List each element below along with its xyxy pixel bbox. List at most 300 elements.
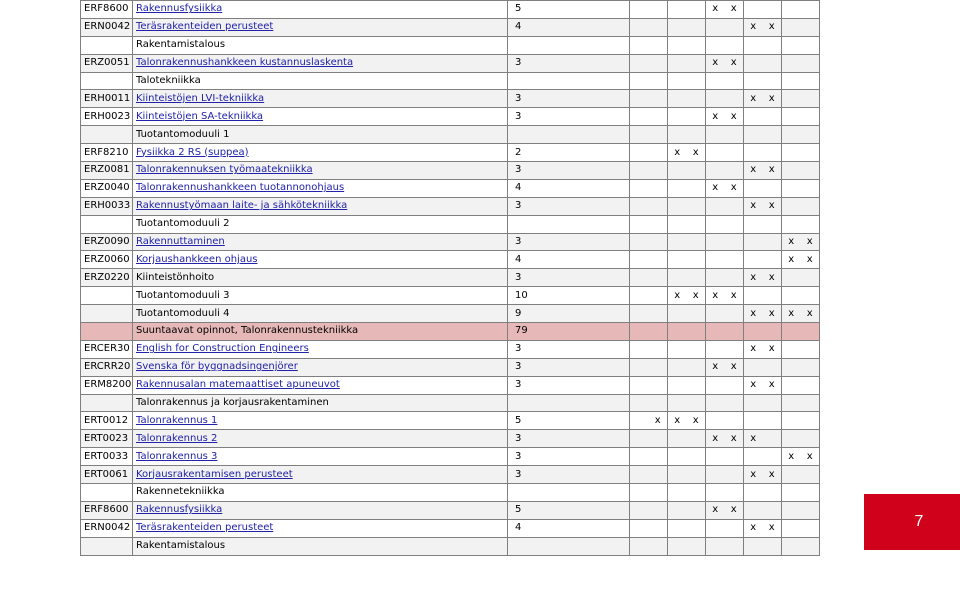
course-link[interactable]: Korjausrakentamisen perusteet <box>136 468 293 480</box>
schedule-cell <box>630 1 668 19</box>
course-credits: 3 <box>508 197 630 215</box>
schedule-mark: x <box>750 200 757 212</box>
schedule-cell <box>782 519 820 537</box>
schedule-cell <box>706 197 744 215</box>
schedule-cell <box>782 108 820 126</box>
schedule-cell <box>668 36 706 54</box>
schedule-mark: x <box>750 379 757 391</box>
schedule-cell <box>706 90 744 108</box>
schedule-cell <box>668 251 706 269</box>
schedule-cell <box>630 54 668 72</box>
schedule-mark: x <box>768 200 775 212</box>
schedule-cell <box>706 126 744 144</box>
schedule-cell <box>706 144 744 162</box>
schedule-mark: x <box>768 92 775 104</box>
course-table <box>80 0 820 556</box>
schedule-cell <box>668 90 706 108</box>
table-row <box>81 305 820 323</box>
course-name-cell[interactable] <box>133 162 508 180</box>
schedule-mark: x <box>730 110 737 122</box>
course-name-cell[interactable] <box>133 233 508 251</box>
schedule-mark: x <box>712 110 719 122</box>
course-link[interactable]: Kiinteistöjen LVI-tekniikka <box>136 92 265 104</box>
course-credits: 5 <box>508 501 630 519</box>
schedule-cell <box>630 90 668 108</box>
schedule-mark: x <box>750 92 757 104</box>
schedule-cell <box>706 179 744 197</box>
course-credits <box>508 537 630 555</box>
table-row <box>81 215 820 233</box>
schedule-cell <box>668 340 706 358</box>
course-credits: 3 <box>508 108 630 126</box>
table-row <box>81 519 820 537</box>
section-heading: Rakentamistalous <box>133 537 508 555</box>
course-link[interactable]: Rakennusfysiikka <box>136 504 223 516</box>
course-credits: 4 <box>508 179 630 197</box>
course-credits <box>508 484 630 502</box>
course-name-cell[interactable] <box>133 18 508 36</box>
table-row <box>81 287 820 305</box>
schedule-cell <box>630 323 668 341</box>
schedule-cell <box>668 501 706 519</box>
course-link[interactable]: Teräsrakenteiden perusteet <box>136 21 274 33</box>
schedule-mark: x <box>750 468 757 480</box>
schedule-cell <box>706 323 744 341</box>
schedule-cell <box>782 233 820 251</box>
course-name-cell[interactable] <box>133 108 508 126</box>
section-heading: Rakentamistalous <box>133 36 508 54</box>
schedule-cell <box>668 305 706 323</box>
schedule-cell <box>706 448 744 466</box>
course-name-cell[interactable] <box>133 430 508 448</box>
schedule-mark: x <box>674 414 681 426</box>
course-credits: 3 <box>508 358 630 376</box>
course-credits: 3 <box>508 340 630 358</box>
schedule-cell <box>744 162 782 180</box>
course-credits: 4 <box>508 519 630 537</box>
course-name-cell[interactable] <box>133 1 508 19</box>
schedule-cell <box>668 448 706 466</box>
schedule-cell <box>782 466 820 484</box>
schedule-cell <box>782 323 820 341</box>
schedule-mark: x <box>750 271 757 283</box>
course-name-cell[interactable] <box>133 358 508 376</box>
schedule-mark: x <box>806 253 813 265</box>
section-heading: Talotekniikka <box>133 72 508 90</box>
schedule-cell <box>706 305 744 323</box>
course-code: ERZ0220 <box>81 269 133 287</box>
schedule-mark: x <box>712 361 719 373</box>
table-row <box>81 430 820 448</box>
schedule-cell <box>782 197 820 215</box>
schedule-mark: x <box>730 504 737 516</box>
schedule-mark: x <box>788 253 795 265</box>
course-code <box>81 305 133 323</box>
schedule-cell <box>744 376 782 394</box>
schedule-cell <box>744 108 782 126</box>
schedule-cell <box>782 251 820 269</box>
schedule-cell <box>668 54 706 72</box>
course-code: ERF8600 <box>81 501 133 519</box>
course-credits: 3 <box>508 430 630 448</box>
section-heading: Tuotantomoduuli 3 <box>133 287 508 305</box>
schedule-cell <box>744 430 782 448</box>
table-row <box>81 144 820 162</box>
schedule-mark: x <box>768 522 775 534</box>
schedule-cell <box>744 537 782 555</box>
schedule-cell <box>744 501 782 519</box>
schedule-cell <box>668 18 706 36</box>
schedule-cell <box>744 448 782 466</box>
schedule-cell <box>744 323 782 341</box>
course-code: ERZ0051 <box>81 54 133 72</box>
schedule-cell <box>744 144 782 162</box>
course-name-cell[interactable] <box>133 54 508 72</box>
course-credits: 9 <box>508 305 630 323</box>
schedule-mark: x <box>692 146 699 158</box>
course-code: ERH0023 <box>81 108 133 126</box>
schedule-cell <box>782 36 820 54</box>
course-code: ERT0023 <box>81 430 133 448</box>
schedule-cell <box>630 340 668 358</box>
schedule-cell <box>630 108 668 126</box>
schedule-cell <box>706 340 744 358</box>
course-link[interactable]: Talonrakennushankkeen kustannuslaskenta <box>136 57 354 69</box>
schedule-mark: x <box>750 21 757 33</box>
schedule-cell <box>668 162 706 180</box>
schedule-cell <box>706 376 744 394</box>
schedule-cell <box>706 394 744 412</box>
schedule-cell <box>630 179 668 197</box>
course-name-cell[interactable] <box>133 519 508 537</box>
schedule-cell <box>744 18 782 36</box>
course-link[interactable]: Talonrakennuksen työmaatekniikka <box>136 164 313 176</box>
course-code: ERZ0081 <box>81 162 133 180</box>
schedule-cell <box>706 162 744 180</box>
schedule-cell <box>744 233 782 251</box>
course-code <box>81 323 133 341</box>
schedule-cell <box>668 233 706 251</box>
course-credits: 3 <box>508 269 630 287</box>
schedule-cell <box>744 215 782 233</box>
schedule-cell <box>630 215 668 233</box>
schedule-cell <box>668 323 706 341</box>
schedule-cell <box>706 36 744 54</box>
schedule-cell <box>630 144 668 162</box>
schedule-mark: x <box>768 21 775 33</box>
table-row <box>81 466 820 484</box>
course-code: ERN0042 <box>81 519 133 537</box>
course-name-cell[interactable] <box>133 412 508 430</box>
course-link[interactable]: Talonrakennus 2 <box>136 432 218 444</box>
schedule-cell <box>706 430 744 448</box>
schedule-cell <box>706 484 744 502</box>
schedule-cell <box>744 179 782 197</box>
course-link[interactable]: Korjaushankkeen ohjaus <box>136 253 258 265</box>
course-code <box>81 537 133 555</box>
schedule-mark: x <box>806 450 813 462</box>
schedule-cell <box>630 466 668 484</box>
schedule-cell <box>668 376 706 394</box>
course-name-cell[interactable] <box>133 144 508 162</box>
schedule-cell <box>744 412 782 430</box>
course-code: ERF8210 <box>81 144 133 162</box>
schedule-cell <box>782 305 820 323</box>
table-row <box>81 126 820 144</box>
schedule-cell <box>668 484 706 502</box>
course-credits <box>508 72 630 90</box>
schedule-cell <box>668 466 706 484</box>
table-row <box>81 484 820 502</box>
schedule-cell <box>782 54 820 72</box>
schedule-cell <box>782 215 820 233</box>
course-link[interactable]: Talonrakennushankkeen tuotannonohjaus <box>136 182 345 194</box>
course-code: ERT0033 <box>81 448 133 466</box>
schedule-mark: x <box>768 307 775 319</box>
schedule-cell <box>782 126 820 144</box>
table-row <box>81 323 820 341</box>
course-code: ERT0061 <box>81 466 133 484</box>
schedule-mark: x <box>768 468 775 480</box>
course-link[interactable]: Fysiikka 2 RS (suppea) <box>136 146 249 158</box>
schedule-cell <box>668 1 706 19</box>
course-code: ERZ0090 <box>81 233 133 251</box>
course-name-cell[interactable] <box>133 376 508 394</box>
schedule-cell <box>744 269 782 287</box>
table-row <box>81 162 820 180</box>
schedule-cell <box>668 430 706 448</box>
schedule-cell <box>706 251 744 269</box>
schedule-mark: x <box>750 522 757 534</box>
schedule-cell <box>782 269 820 287</box>
schedule-cell <box>668 537 706 555</box>
schedule-cell <box>630 233 668 251</box>
schedule-mark: x <box>730 289 737 301</box>
schedule-mark: x <box>674 146 681 158</box>
schedule-cell <box>630 484 668 502</box>
schedule-cell <box>630 519 668 537</box>
course-code: ERN0042 <box>81 18 133 36</box>
course-credits: 79 <box>508 323 630 341</box>
section-heading: Tuotantomoduuli 2 <box>133 215 508 233</box>
schedule-cell <box>744 1 782 19</box>
schedule-cell <box>782 448 820 466</box>
course-name-cell[interactable] <box>133 197 508 215</box>
schedule-cell <box>782 430 820 448</box>
schedule-cell <box>630 287 668 305</box>
course-credits: 3 <box>508 448 630 466</box>
course-credits: 3 <box>508 233 630 251</box>
course-credits: 3 <box>508 376 630 394</box>
course-link[interactable]: Svenska för byggnadsingenjörer <box>136 361 298 373</box>
course-link[interactable]: Rakennusfysiikka <box>136 3 223 15</box>
table-row <box>81 340 820 358</box>
schedule-mark: x <box>730 432 737 444</box>
section-heading: Tuotantomoduuli 4 <box>133 305 508 323</box>
course-credits <box>508 394 630 412</box>
schedule-cell <box>744 394 782 412</box>
schedule-cell <box>668 358 706 376</box>
table-row <box>81 376 820 394</box>
section-heading: Talonrakennus ja korjausrakentaminen <box>133 394 508 412</box>
course-code: ERF8600 <box>81 1 133 19</box>
schedule-mark: x <box>768 271 775 283</box>
course-credits: 10 <box>508 287 630 305</box>
course-code <box>81 72 133 90</box>
page-number-badge: 7 <box>864 494 960 550</box>
table-row <box>81 448 820 466</box>
course-code: ERCRR20 <box>81 358 133 376</box>
schedule-mark: x <box>730 182 737 194</box>
schedule-cell <box>744 358 782 376</box>
schedule-cell <box>630 269 668 287</box>
schedule-mark: x <box>712 432 719 444</box>
table-row <box>81 18 820 36</box>
schedule-mark: x <box>768 379 775 391</box>
course-code: ERT0012 <box>81 412 133 430</box>
schedule-cell <box>668 126 706 144</box>
schedule-mark: x <box>806 236 813 248</box>
schedule-cell <box>668 179 706 197</box>
schedule-cell <box>706 18 744 36</box>
schedule-cell <box>706 233 744 251</box>
course-code: ERZ0040 <box>81 179 133 197</box>
schedule-cell <box>782 90 820 108</box>
course-code: ERH0011 <box>81 90 133 108</box>
schedule-mark: x <box>712 57 719 69</box>
schedule-cell <box>668 519 706 537</box>
schedule-cell <box>744 484 782 502</box>
course-link[interactable]: Rakennuttaminen <box>136 236 225 248</box>
course-credits <box>508 126 630 144</box>
course-code: ERH0033 <box>81 197 133 215</box>
schedule-mark: x <box>768 343 775 355</box>
schedule-cell <box>706 1 744 19</box>
schedule-mark: x <box>788 450 795 462</box>
course-code: ERCER30 <box>81 340 133 358</box>
schedule-cell <box>782 287 820 305</box>
course-code: ERZ0060 <box>81 251 133 269</box>
schedule-cell <box>630 126 668 144</box>
schedule-mark: x <box>712 289 719 301</box>
schedule-cell <box>706 466 744 484</box>
schedule-cell <box>706 287 744 305</box>
schedule-cell <box>668 72 706 90</box>
schedule-cell <box>630 36 668 54</box>
course-code <box>81 484 133 502</box>
section-heading: Suuntaavat opinnot, Talonrakennustekniikka <box>133 323 508 341</box>
course-link[interactable]: Kiinteistöjen SA-tekniikka <box>136 110 264 122</box>
table-row <box>81 412 820 430</box>
course-code <box>81 215 133 233</box>
schedule-cell <box>744 54 782 72</box>
table-row <box>81 72 820 90</box>
schedule-mark: x <box>750 307 757 319</box>
schedule-cell <box>744 466 782 484</box>
table-row <box>81 108 820 126</box>
schedule-mark: x <box>750 432 757 444</box>
course-credits: 3 <box>508 54 630 72</box>
course-credits <box>508 36 630 54</box>
table-row <box>81 233 820 251</box>
course-name-cell[interactable] <box>133 466 508 484</box>
schedule-cell <box>744 251 782 269</box>
schedule-cell <box>782 358 820 376</box>
course-name-cell[interactable] <box>133 179 508 197</box>
course-code <box>81 36 133 54</box>
course-code <box>81 126 133 144</box>
course-code <box>81 394 133 412</box>
table-row <box>81 537 820 555</box>
schedule-mark: x <box>654 414 661 426</box>
schedule-mark: x <box>730 57 737 69</box>
course-credits: 4 <box>508 18 630 36</box>
schedule-cell <box>706 537 744 555</box>
table-row <box>81 179 820 197</box>
table-row <box>81 501 820 519</box>
course-name-cell[interactable] <box>133 90 508 108</box>
course-link[interactable]: Rakennusalan matemaattiset apuneuvot <box>136 379 340 391</box>
course-link[interactable]: Rakennustyömaan laite- ja sähkötekniikka <box>136 200 348 212</box>
schedule-mark: x <box>788 236 795 248</box>
course-credits: 2 <box>508 144 630 162</box>
schedule-cell <box>630 394 668 412</box>
course-credits: 5 <box>508 1 630 19</box>
schedule-cell <box>744 72 782 90</box>
schedule-cell <box>782 484 820 502</box>
course-link[interactable]: English for Construction Engineers <box>136 343 309 355</box>
course-name-cell[interactable] <box>133 251 508 269</box>
schedule-cell <box>630 197 668 215</box>
section-heading: Tuotantomoduuli 1 <box>133 126 508 144</box>
schedule-cell <box>630 162 668 180</box>
schedule-cell <box>668 144 706 162</box>
schedule-cell <box>668 394 706 412</box>
course-name-cell[interactable] <box>133 501 508 519</box>
course-name-cell[interactable] <box>133 448 508 466</box>
schedule-cell <box>630 358 668 376</box>
schedule-cell <box>630 501 668 519</box>
schedule-mark: x <box>730 361 737 373</box>
schedule-cell <box>744 36 782 54</box>
schedule-cell <box>630 305 668 323</box>
course-credits: 4 <box>508 251 630 269</box>
course-link[interactable]: Talonrakennus 1 <box>136 414 218 426</box>
table-row <box>81 269 820 287</box>
schedule-cell <box>782 18 820 36</box>
schedule-cell <box>630 376 668 394</box>
schedule-cell <box>782 412 820 430</box>
table-row <box>81 54 820 72</box>
schedule-cell <box>668 215 706 233</box>
schedule-cell <box>630 412 668 430</box>
course-credits <box>508 215 630 233</box>
schedule-cell <box>782 162 820 180</box>
schedule-cell <box>630 448 668 466</box>
course-link[interactable]: Teräsrakenteiden perusteet <box>136 522 274 534</box>
course-link[interactable]: Talonrakennus 3 <box>136 450 218 462</box>
schedule-mark: x <box>712 504 719 516</box>
schedule-cell <box>744 197 782 215</box>
schedule-cell <box>782 501 820 519</box>
schedule-cell <box>706 215 744 233</box>
section-heading: Rakennetekniikka <box>133 484 508 502</box>
schedule-cell <box>782 376 820 394</box>
schedule-cell <box>744 519 782 537</box>
course-name-cell[interactable] <box>133 340 508 358</box>
schedule-cell <box>744 340 782 358</box>
course-credits: 3 <box>508 90 630 108</box>
